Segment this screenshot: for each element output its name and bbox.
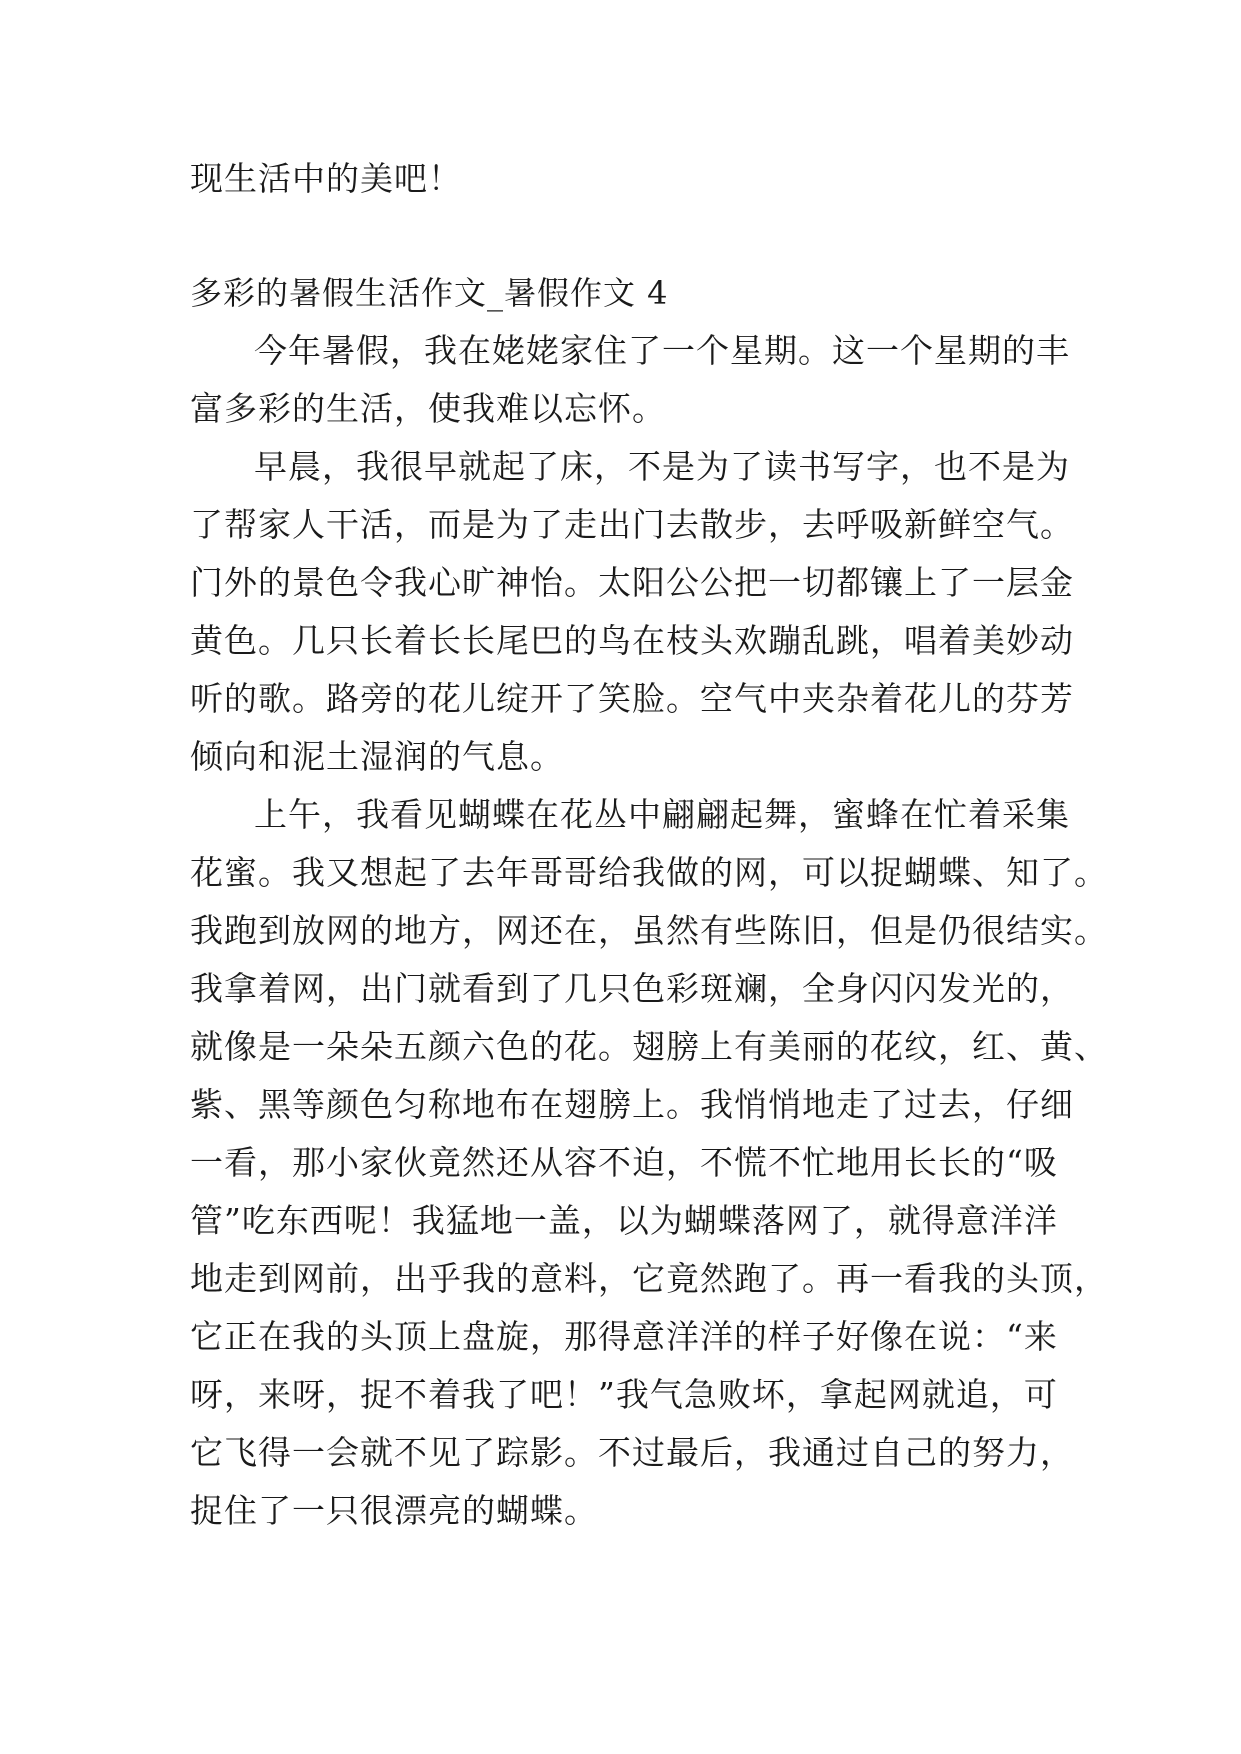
essay-title: 多彩的暑假生活作文_暑假作文 4 [190, 274, 669, 312]
paragraph-line: 我拿着网，出门就看到了几只色彩斑斓，全身闪闪发光的， [190, 969, 1074, 1008]
paragraph-line: 花蜜。我又想起了去年哥哥给我做的网，可以捉蝴蝶、知了。 [190, 853, 1108, 892]
paragraph-line: 上午，我看见蝴蝶在花丛中翩翩起舞，蜜蜂在忙着采集 [254, 795, 1070, 834]
previous-section-ending: 现生活中的美吧！ [190, 159, 462, 198]
paragraph-line: 黄色。几只长着长长尾巴的鸟在枝头欢蹦乱跳，唱着美妙动 [190, 621, 1074, 660]
paragraph-line: 富多彩的生活，使我难以忘怀。 [190, 389, 666, 428]
paragraph-line: 紫、黑等颜色匀称地布在翅膀上。我悄悄地走了过去，仔细 [190, 1085, 1074, 1124]
paragraph-line: 一看，那小家伙竟然还从容不迫，不慌不忙地用长长的“吸 [190, 1143, 1058, 1182]
paragraph-2 [190, 438, 1074, 786]
paragraph-line: 我跑到放网的地方，网还在，虽然有些陈旧，但是仍很结实。 [190, 911, 1108, 950]
paragraph-3 [190, 786, 1108, 1540]
paragraph-line: 它正在我的头顶上盘旋，那得意洋洋的样子好像在说：“来 [190, 1317, 1058, 1356]
paragraph-line: 听的歌。路旁的花儿绽开了笑脸。空气中夹杂着花儿的芬芳 [190, 679, 1074, 718]
paragraph-line: 管”吃东西呢！我猛地一盖，以为蝴蝶落网了，就得意洋洋 [190, 1201, 1058, 1240]
paragraph-line: 早晨，我很早就起了床，不是为了读书写字，也不是为 [254, 447, 1070, 486]
section-gap [190, 208, 1060, 264]
paragraph-line: 今年暑假，我在姥姥家住了一个星期。这一个星期的丰 [254, 331, 1070, 370]
paragraph-line: 倾向和泥土湿润的气息。 [190, 737, 564, 776]
paragraph-line: 呀，来呀，捉不着我了吧！”我气急败坏，拿起网就追，可 [190, 1375, 1058, 1414]
paragraph-line: 地走到网前，出乎我的意料，它竟然跑了。再一看我的头顶， [190, 1259, 1108, 1298]
paragraph-1 [190, 322, 1070, 438]
document-page [190, 150, 1108, 1540]
paragraph-line: 捉住了一只很漂亮的蝴蝶。 [190, 1491, 598, 1530]
paragraph-line: 了帮家人干活，而是为了走出门去散步，去呼吸新鲜空气。 [190, 505, 1074, 544]
paragraph-line: 就像是一朵朵五颜六色的花。翅膀上有美丽的花纹，红、黄、 [190, 1027, 1108, 1066]
paragraph-line: 它飞得一会就不见了踪影。不过最后，我通过自己的努力， [190, 1433, 1074, 1472]
paragraph-line: 门外的景色令我心旷神怡。太阳公公把一切都镶上了一层金 [190, 563, 1074, 602]
